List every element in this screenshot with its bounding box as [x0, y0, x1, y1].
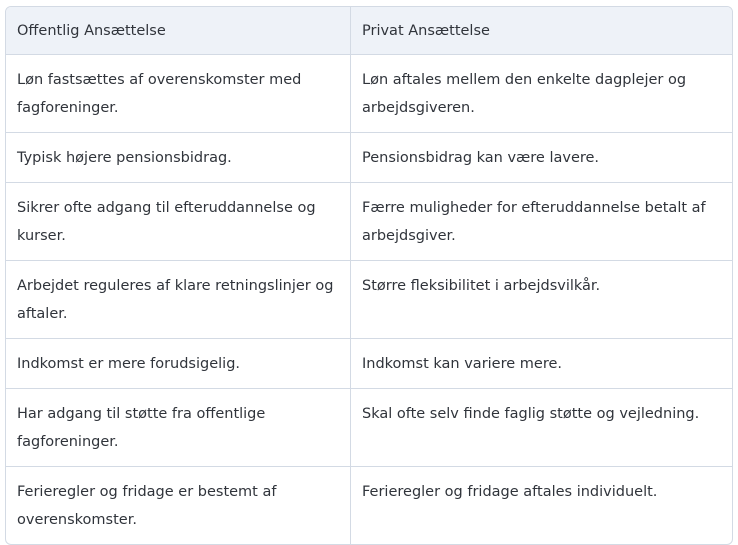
cell-private: Større fleksibilitet i arbejdsvilkår. — [351, 261, 733, 339]
table-row — [6, 55, 732, 133]
cell-private: Pensionsbidrag kan være lavere. — [351, 133, 733, 183]
cell-public: Sikrer ofte adgang til efteruddannelse og kurser. — [6, 183, 351, 261]
comparison-table — [6, 7, 732, 544]
cell-private: Indkomst kan variere mere. — [351, 339, 733, 389]
cell-public: Ferieregler og fridage er bestemt af overenskomster. — [6, 467, 351, 545]
column-header-public: Offentlig Ansættelse — [6, 7, 351, 55]
cell-public: Har adgang til støtte fra offentlige fagforeninger. — [6, 389, 351, 467]
table-row — [6, 261, 732, 339]
table-row — [6, 389, 732, 467]
table-row — [6, 183, 732, 261]
cell-private: Ferieregler og fridage aftales individuelt. — [362, 484, 658, 500]
cell-public: Indkomst er mere forudsigelig. — [6, 339, 351, 389]
table-row — [6, 133, 732, 183]
table-row — [6, 339, 732, 389]
column-header-private: Privat Ansættelse — [351, 7, 733, 55]
table-header-row — [6, 7, 732, 55]
cell-private: Færre muligheder for efteruddannelse betalt af arbejdsgiver. — [351, 183, 733, 261]
cell-private: Skal ofte selv finde faglig støtte og vejledning. — [351, 389, 733, 467]
cell-public: Typisk højere pensionsbidrag. — [6, 133, 351, 183]
comparison-table-container — [5, 6, 733, 545]
cell-public: Arbejdet reguleres af klare retningslinjer og aftaler. — [6, 261, 351, 339]
table-row — [6, 467, 732, 545]
cell-public: Løn fastsættes af overenskomster med fagforeninger. — [6, 55, 351, 133]
cell-private: Løn aftales mellem den enkelte dagplejer og arbejdsgiveren. — [351, 55, 733, 133]
